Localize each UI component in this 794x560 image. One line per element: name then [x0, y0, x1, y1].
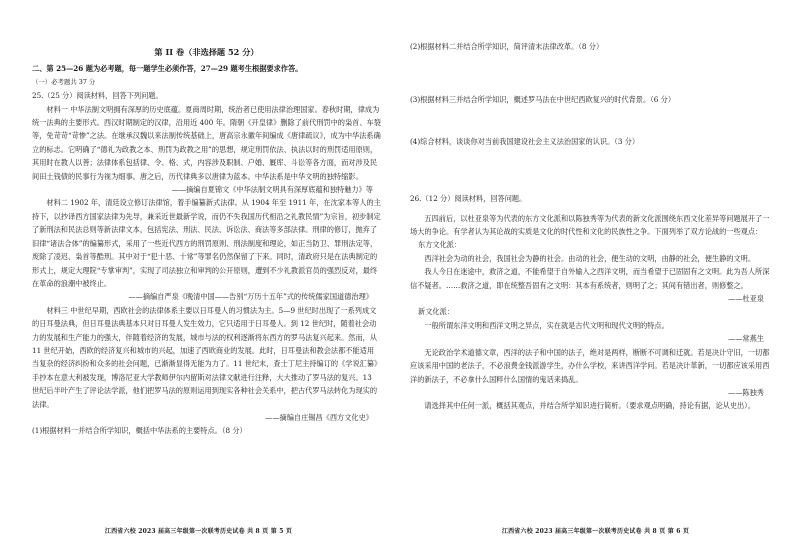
- question-25-4: (4)综合材料，谈谈你对当前我国建设社会主义法治国家的认识。（3 分）: [410, 136, 640, 146]
- material-3-source: ——摘编自庄锡昌《西方文化史》: [265, 412, 373, 422]
- material-3: 材料三 中世纪早期，西欧社会的法律体系主要以日耳曼人的习惯法为主。5—9 世纪时出现了一系列成文的日耳曼法典，但日耳曼法典基本只对日耳曼人发生效力，它只适用于日耳曼人。到 12 世纪时，随着社会动力的发展和生产能力的强大，伴随着经济的发展，城市与法的权利逐渐将东西方的罗马法复兴起来。然而，从: [32, 305, 378, 342]
- page-footer-left: 江西省六校 2023 届高三年级第一次联考历史试卷 共 8 页 第 5 页: [104, 527, 293, 535]
- material-1-source: ——摘编自夏锦文《中华法制文明具有深厚底蕴和独特魅力》等: [171, 185, 373, 195]
- must-answer-note: （一）必考题共 37 分: [32, 77, 96, 86]
- new-culture-source-2: ——陈独秀: [728, 387, 764, 397]
- east-school-point-1: 西洋社会为动的社会，我国社会为静的社会。由动的社会，便生动的文明，由静的社会，便生静的文明。: [424, 253, 756, 263]
- section-title: 第 II 卷（非选择题 52 分）: [154, 47, 259, 57]
- material-2-source: ——摘编自严泉《晚清中国——告别“万历十五年”式的传统儒家国道德治理》: [128, 292, 373, 302]
- q26-intro: 五四前后，以杜亚泉等为代表的东方文化派和以陈独秀等为代表的新文化派围绕东西文化差异等问题展开了一场大的争论。有学者认为其论战的实质是文化的时代性和文化的民族性之争。下面列举了双方论战的一些观点：: [410, 213, 770, 237]
- new-culture-point-1: 一般所谓东洋文明和西洋文明之异点，实在就是古代文明和现代文明的特点。: [424, 320, 669, 330]
- material-2: 材料二 1902 年，清廷设立修订法律馆，着手编纂新式法律。从 1904 年至 1911 年，在沈家本等人的主持下，以抄译西方国家法律为先导，兼采近世最新学说，而仍不失我国历代相沿之礼教民情”为宗旨，初步制定了新刑法和民法总则等新法律文本，包括宪法、刑法、民法、诉讼法、商法等多部法律。刑律的修订，抛弃了旧律“诸法合体”的编纂形式，采用了一些近代西方的刑罚原则、刑法制度和理论，如正当防卫、罪刑法定等，废除了凌迟、枭首等酷刑。其中对于“犯十恶、十常”等罪名仍然保留了下来。同时，清政府只是在法典制定的形式上，规定大理院“专掌审判”，实现了司法独立和审判的公开原则，遭到不少礼教派官员的强烈反对，最终在革命的浪潮中被终止。: [32, 198, 381, 288]
- new-culture-point-2: 无论政治学术道德文章，西洋的法子和中国的法子，绝对是两样，断断不可调和迁就。若是决计守旧，一切都应该采用中国的老法子，不必浪费金钱派游学生，办什么学校，来讲西洋学问。若是决计革新，一切都应该采用西洋的新法子，不必拿什么国粹什么国情的鬼话来捣乱。: [410, 347, 770, 384]
- q26-task: 请选择其中任何一派，概括其观点，并结合所学知识进行简析。（要求观点明确，持论有据，论从史出）。: [424, 401, 756, 411]
- question-25-1: (1)根据材料一并结合所学知识，概括中华法系的主要特点。（8 分）: [32, 426, 247, 436]
- question-25-2: (2)根据材料二并结合所学知识，简评清末法律改革。（8 分）: [410, 42, 604, 51]
- new-culture-title: 新文化派：: [418, 307, 454, 317]
- material-3-continued: 11 世纪开始，西欧的经济复兴和城市的兴起，加速了西欧商业的发展。此时，日耳曼法和教会法都不能适用当复杂的经济纠纷和众多的社会问题，已渐渐显得无能为力了。11 世纪末，查士丁尼主持编订的《学说汇纂》手抄本在意大利被发现，博洛尼亚大学教师伊尔内留斯对法律文献进行注释，大大推动了罗马法的复兴。13 世纪后半叶产生了评论法学派，他们把罗马法的原则运用到现实各种社会关系中，把古代罗马法转化为现实的法律。: [32, 345, 378, 409]
- right-page: [397, 0, 794, 560]
- east-school-source: ——杜亚泉: [728, 294, 764, 304]
- q25-heading: 25.（25 分）阅读材料，回答下列问题。: [32, 91, 163, 101]
- q26-heading: 26.（12 分）阅读材料，回答问题。: [410, 194, 527, 204]
- section-instructions: 二、第 25—26 题为必考题，每一题学生必须作答，27—29 题考生根据要求作答。: [32, 64, 303, 74]
- east-school-point-2: 我人今日在迷途中，救济之道，不能希望于自外输入之西洋文明，而当希望于已固固有之文明。此为吾人所深信不疑者。……救济之道，即在统整吾固有之文明：其本有系统者，则明了之；其间有错出者，则修整之。: [410, 267, 770, 290]
- material-1: 材料一 中华法制文明拥有深厚的历史底蕴。夏商周时期，统治者已使用法律治理国家。春秋时期，律成为统一法典的主要形式。西汉时期制定的汉律，沿用近 400 年。隋朝《开皇律》删除了前代刑罚中的枭首、车裂等，免苛苛“苛惨”之法。在继承汉魏以来法制传统基础上，唐高宗永徽年间编成《唐律疏议》，成为中华法系确立的标志。它明确了“德礼为政教之本、刑罚为政教之用”的思想，规定刑罚依法、执法以时的刑罚适用原则，其用时在教人以善；法律体系包括律、令、格、式，内容涉及职制、户婚、厩库、斗讼等各方面，而对涉及民间田土钱债的民事行为视为细事。唐之后，历代律典多以唐律为蓝本。中华法系是中华文明的独特缩影。: [32, 104, 381, 181]
- question-25-3: (3)根据材料三并结合所学知识，概述罗马法在中世纪西欧复兴的时代背景。（6 分）: [410, 95, 676, 105]
- new-culture-source-1: ——常燕生: [728, 334, 764, 344]
- page-footer-right: 江西省六校 2023 届高三年级第一次联考历史试卷 共 8 页 第 6 页: [501, 527, 690, 535]
- east-school-title: 东方文化派：: [418, 240, 462, 250]
